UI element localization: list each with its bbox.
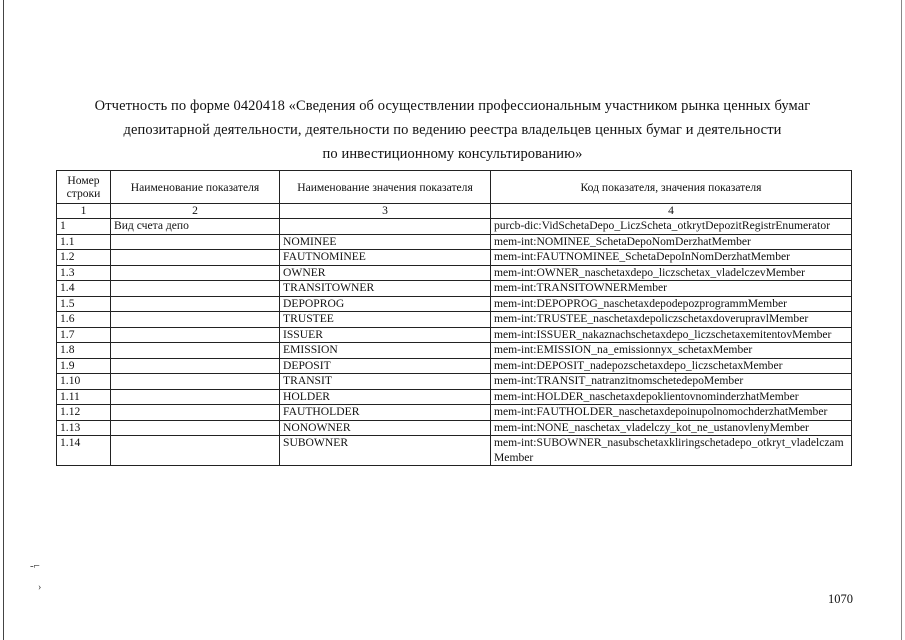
value-name-cell: NOMINEE xyxy=(280,234,491,250)
indicator-name-cell xyxy=(111,405,280,421)
row-number-cell: 1.10 xyxy=(57,374,111,390)
indicator-name-cell: Вид счета депо xyxy=(111,219,280,235)
row-number-cell: 1.12 xyxy=(57,405,111,421)
indicator-name-cell xyxy=(111,358,280,374)
table-header-row xyxy=(57,171,852,204)
table-row xyxy=(57,265,852,281)
document-title xyxy=(40,94,865,166)
row-number-cell: 1.9 xyxy=(57,358,111,374)
code-cell: mem-int:DEPOPROG_naschetaxdepodepozprogrammMember xyxy=(491,296,852,312)
header-value-name: Наименование значения показателя xyxy=(280,171,491,204)
table-row xyxy=(57,420,852,436)
value-name-cell: HOLDER xyxy=(280,389,491,405)
code-cell: mem-int:EMISSION_na_emissionnyx_schetaxMember xyxy=(491,343,852,359)
title-line-2: депозитарной деятельности, деятельности по ведению реестра владельцев ценных бумаг и деятельности xyxy=(123,122,782,138)
code-cell: mem-int:NONE_naschetax_vladelczy_kot_ne_ustanovlenyMember xyxy=(491,420,852,436)
value-name-cell: DEPOSIT xyxy=(280,358,491,374)
column-number: 2 xyxy=(111,204,280,219)
table-row xyxy=(57,281,852,297)
table-row xyxy=(57,358,852,374)
row-number-cell: 1.11 xyxy=(57,389,111,405)
header-row-number: Номер строки xyxy=(57,171,111,204)
indicator-name-cell xyxy=(111,234,280,250)
value-name-cell: TRUSTEE xyxy=(280,312,491,328)
indicator-name-cell xyxy=(111,420,280,436)
indicator-name-cell xyxy=(111,265,280,281)
indicator-table xyxy=(56,170,852,466)
code-cell: mem-int:TRANSIT_natranzitnomschetedepoMember xyxy=(491,374,852,390)
value-name-cell: FAUTHOLDER xyxy=(280,405,491,421)
header-code: Код показателя, значения показателя xyxy=(491,171,852,204)
title-line-3: по инвестиционному консультированию» xyxy=(322,146,583,162)
indicator-name-cell xyxy=(111,327,280,343)
value-name-cell: FAUTNOMINEE xyxy=(280,250,491,266)
table-row xyxy=(57,405,852,421)
indicator-name-cell xyxy=(111,250,280,266)
value-name-cell: SUBOWNER xyxy=(280,436,491,466)
indicator-name-cell xyxy=(111,374,280,390)
column-numbers-row xyxy=(57,204,852,219)
margin-mark: › xyxy=(38,582,42,593)
row-number-cell: 1.2 xyxy=(57,250,111,266)
value-name-cell xyxy=(280,219,491,235)
value-name-cell: DEPOPROG xyxy=(280,296,491,312)
column-number: 3 xyxy=(280,204,491,219)
value-name-cell: NONOWNER xyxy=(280,420,491,436)
value-name-cell: TRANSITOWNER xyxy=(280,281,491,297)
table-row xyxy=(57,250,852,266)
table-row xyxy=(57,219,852,235)
code-cell: mem-int:NOMINEE_SchetaDepoNomDerzhatMember xyxy=(491,234,852,250)
row-number-cell: 1.7 xyxy=(57,327,111,343)
table-row xyxy=(57,389,852,405)
header-indicator-name: Наименование показателя xyxy=(111,171,280,204)
code-cell: mem-int:FAUTHOLDER_naschetaxdepoinupolnomochderzhatMember xyxy=(491,405,852,421)
table-row xyxy=(57,296,852,312)
indicator-name-cell xyxy=(111,281,280,297)
table-row xyxy=(57,436,852,466)
indicator-name-cell xyxy=(111,296,280,312)
row-number-cell: 1.8 xyxy=(57,343,111,359)
table-row xyxy=(57,312,852,328)
indicator-name-cell xyxy=(111,389,280,405)
column-number: 4 xyxy=(491,204,852,219)
indicator-name-cell xyxy=(111,436,280,466)
row-number-cell: 1.1 xyxy=(57,234,111,250)
table-row xyxy=(57,374,852,390)
row-number-cell: 1.6 xyxy=(57,312,111,328)
row-number-cell: 1.3 xyxy=(57,265,111,281)
code-cell: mem-int:HOLDER_naschetaxdepoklientovnominderzhatMember xyxy=(491,389,852,405)
code-cell: purcb-dic:VidSchetaDepo_LiczScheta_otkrytDepozitRegistrEnumerator xyxy=(491,219,852,235)
value-name-cell: EMISSION xyxy=(280,343,491,359)
value-name-cell: OWNER xyxy=(280,265,491,281)
value-name-cell: TRANSIT xyxy=(280,374,491,390)
table-row xyxy=(57,327,852,343)
table-row xyxy=(57,234,852,250)
page-number: 1070 xyxy=(828,592,853,606)
value-name-cell: ISSUER xyxy=(280,327,491,343)
column-number: 1 xyxy=(57,204,111,219)
code-cell: mem-int:TRANSITOWNERMember xyxy=(491,281,852,297)
code-cell: mem-int:OWNER_naschetaxdepo_liczschetax_vladelczevMember xyxy=(491,265,852,281)
row-number-cell: 1 xyxy=(57,219,111,235)
table-row xyxy=(57,343,852,359)
indicator-name-cell xyxy=(111,312,280,328)
row-number-cell: 1.4 xyxy=(57,281,111,297)
row-number-cell: 1.14 xyxy=(57,436,111,466)
scan-frame-left xyxy=(3,0,4,640)
row-number-cell: 1.13 xyxy=(57,420,111,436)
code-cell: mem-int:DEPOSIT_nadepozschetaxdepo_liczschetaxMember xyxy=(491,358,852,374)
indicator-name-cell xyxy=(111,343,280,359)
title-line-1: Отчетность по форме 0420418 «Сведения об осуществлении профессиональным участником рынка ценных бумаг xyxy=(94,98,811,114)
margin-mark: -⌐ xyxy=(30,560,40,572)
scan-frame-right xyxy=(901,0,902,640)
code-cell: mem-int:ISSUER_nakaznachschetaxdepo_liczschetaxemitentovMember xyxy=(491,327,852,343)
code-cell: mem-int:FAUTNOMINEE_SchetaDepoInNomDerzhatMember xyxy=(491,250,852,266)
row-number-cell: 1.5 xyxy=(57,296,111,312)
code-cell: mem-int:TRUSTEE_naschetaxdepoliczschetaxdoverupravlMember xyxy=(491,312,852,328)
code-cell: mem-int:SUBOWNER_nasubschetaxkliringschetadepo_otkryt_vladelczamMember xyxy=(491,436,852,466)
